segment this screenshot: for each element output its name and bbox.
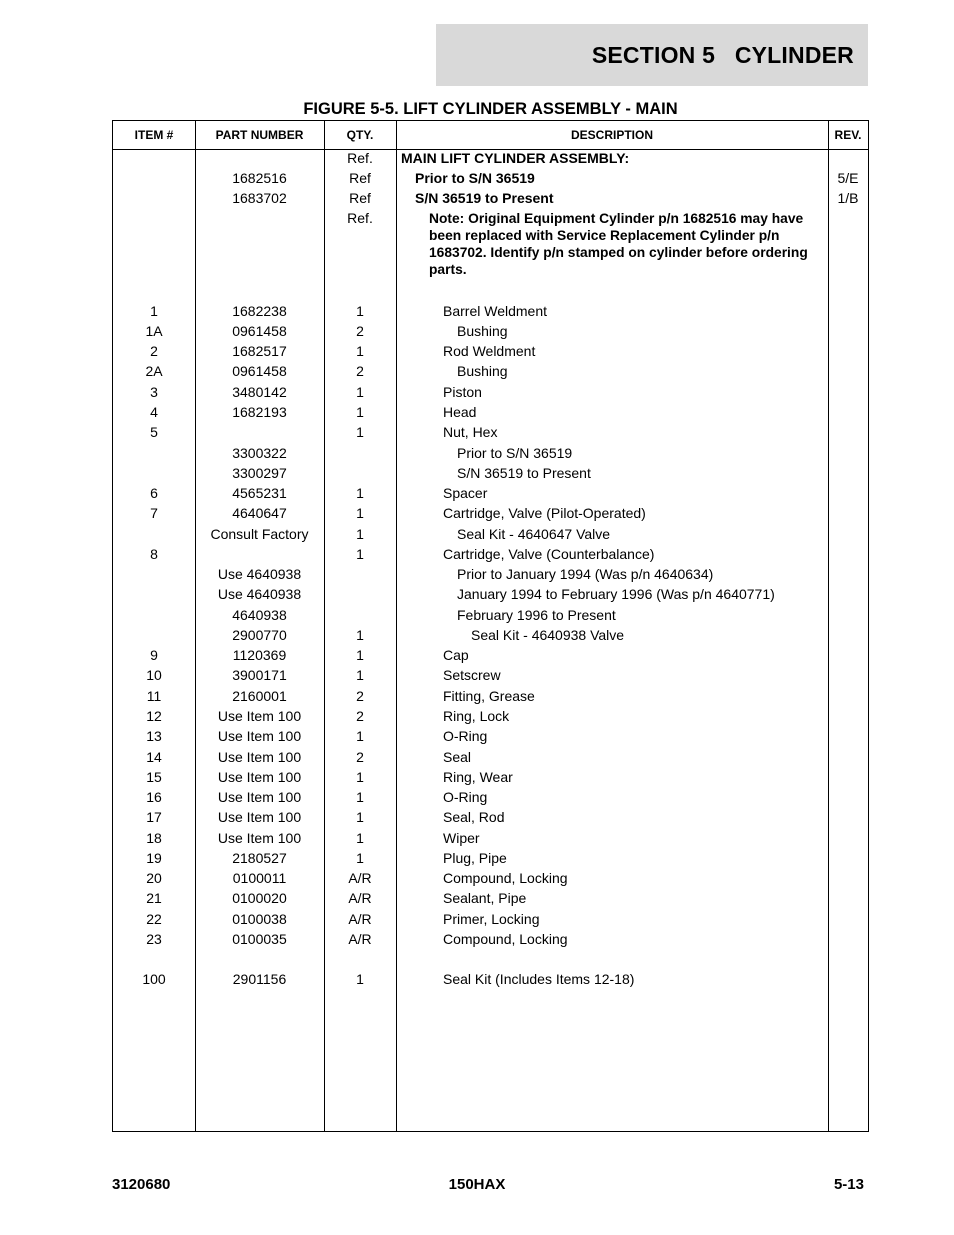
quantity: 1 [356, 769, 364, 785]
quantity: A/R [348, 911, 372, 927]
item-number: 8 [150, 546, 158, 562]
item-number: 19 [146, 850, 162, 866]
description: Seal Kit - 4640647 Valve [457, 526, 611, 542]
quantity: 1 [356, 830, 364, 846]
item-number: 4 [150, 404, 158, 420]
part-number: Use 4640938 [217, 586, 302, 602]
part-number: 4640647 [232, 505, 287, 521]
figure-title: FIGURE 5-5. LIFT CYLINDER ASSEMBLY - MAIN [303, 100, 678, 118]
part-number: 0100011 [232, 870, 287, 886]
item-number: 100 [142, 971, 166, 987]
item-number: 11 [146, 688, 162, 704]
part-number: 0961458 [232, 323, 287, 339]
table-header-row [113, 121, 868, 150]
item-number: 7 [150, 505, 158, 521]
item-number: 21 [146, 890, 162, 906]
item-number: 5 [150, 424, 158, 440]
part-number: Use Item 100 [217, 809, 302, 825]
description: O-Ring [443, 789, 488, 805]
item-number: 22 [146, 911, 162, 927]
description: Ring, Lock [443, 708, 510, 724]
description: Barrel Weldment [443, 303, 548, 319]
part-number: Use 4640938 [217, 566, 302, 582]
quantity: 1 [356, 404, 364, 420]
quantity: 2 [356, 363, 364, 379]
part-number: 2901156 [232, 971, 287, 987]
quantity: Ref [349, 190, 371, 206]
description: O-Ring [443, 728, 488, 744]
revision: 5/E [837, 170, 859, 186]
part-number: 1120369 [232, 647, 287, 663]
part-number: 2180527 [232, 850, 287, 866]
description: Prior to S/N 36519 [415, 170, 535, 186]
column-header-rev: REV. [834, 128, 862, 142]
description: Piston [443, 384, 482, 400]
quantity: A/R [348, 870, 372, 886]
item-number: 9 [150, 647, 158, 663]
part-number: 1682193 [232, 404, 287, 420]
quantity: 1 [356, 343, 364, 359]
description: Prior to S/N 36519 [457, 445, 573, 461]
quantity: 1 [356, 789, 364, 805]
part-number: 3300322 [232, 445, 287, 461]
description: Nut, Hex [443, 424, 498, 440]
part-number: Use Item 100 [217, 769, 302, 785]
quantity: 1 [356, 546, 364, 562]
quantity: 2 [356, 708, 364, 724]
description: Setscrew [443, 667, 501, 683]
quantity: 1 [356, 303, 364, 319]
item-number: 16 [146, 789, 162, 805]
item-number: 18 [146, 830, 162, 846]
item-number: 13 [146, 728, 162, 744]
description: Compound, Locking [443, 870, 568, 886]
part-number: 2160001 [232, 688, 287, 704]
item-number: 14 [146, 749, 162, 765]
revision: 1/B [837, 190, 859, 206]
description: Ring, Wear [443, 769, 513, 785]
description: Cartridge, Valve (Pilot-Operated) [443, 505, 646, 521]
description: Seal Kit (Includes Items 12-18) [443, 971, 635, 987]
column-divider [828, 121, 829, 1131]
description: Sealant, Pipe [443, 890, 527, 906]
quantity: 1 [356, 505, 364, 521]
description: Prior to January 1994 (Was p/n 4640634) [457, 566, 714, 582]
part-number: 3480142 [232, 384, 287, 400]
item-number: 17 [146, 809, 162, 825]
column-divider [396, 121, 397, 1131]
footer-doc-number: 3120680 [112, 1176, 171, 1193]
footer-model: 150HAX [448, 1176, 506, 1193]
item-number: 20 [146, 870, 162, 886]
quantity: 1 [356, 526, 364, 542]
section-title: SECTION 5 CYLINDER [591, 41, 854, 68]
description: Compound, Locking [443, 931, 568, 947]
description: Wiper [443, 830, 480, 846]
quantity: 2 [356, 323, 364, 339]
quantity: 2 [356, 749, 364, 765]
item-number: 12 [146, 708, 162, 724]
item-number: 23 [146, 931, 162, 947]
quantity: Ref. [347, 150, 373, 166]
part-number: Use Item 100 [217, 830, 302, 846]
description: S/N 36519 to Present [415, 190, 554, 206]
part-number: 0961458 [232, 363, 287, 379]
description: Rod Weldment [443, 343, 536, 359]
item-number: 3 [150, 384, 158, 400]
item-number: 6 [150, 485, 158, 501]
part-number: 2900770 [232, 627, 287, 643]
part-number: Consult Factory [210, 526, 309, 542]
description: January 1994 to February 1996 (Was p/n 4640771) [457, 586, 775, 602]
part-number: 1682517 [232, 343, 287, 359]
column-header-description: DESCRIPTION [570, 128, 653, 142]
description: Cartridge, Valve (Counterbalance) [443, 546, 655, 562]
description: Seal [443, 749, 472, 765]
part-number: 1683702 [232, 190, 287, 206]
part-number: 1682238 [232, 303, 287, 319]
item-number: 1A [145, 323, 163, 339]
description: Bushing [457, 323, 508, 339]
column-header-qty: QTY. [346, 128, 374, 142]
description: Fitting, Grease [443, 688, 535, 704]
parts-table [112, 120, 869, 1132]
note-text: Note: Original Equipment Cylinder p/n 1682516 may have been replaced with Service Replacement Cylinder p/n 1683702. Identify p/n stamped on cylinder before ordering parts. [429, 211, 808, 277]
description: MAIN LIFT CYLINDER ASSEMBLY: [401, 150, 630, 166]
item-number: 15 [146, 769, 162, 785]
quantity: 1 [356, 728, 364, 744]
part-number: Use Item 100 [217, 728, 302, 744]
column-header-part-number: PART NUMBER [215, 128, 304, 142]
part-number: Use Item 100 [217, 749, 302, 765]
part-number: 0100038 [232, 911, 287, 927]
footer-page-number: 5-13 [833, 1176, 864, 1193]
quantity: Ref [349, 170, 371, 186]
part-number: 0100035 [232, 931, 287, 947]
part-number: 3900171 [232, 667, 287, 683]
quantity: 1 [356, 424, 364, 440]
quantity: A/R [348, 931, 372, 947]
quantity: 1 [356, 627, 364, 643]
part-number: 1682516 [232, 170, 287, 186]
part-number: Use Item 100 [217, 789, 302, 805]
section-header [436, 24, 868, 86]
quantity: 1 [356, 647, 364, 663]
quantity: 2 [356, 688, 364, 704]
description: S/N 36519 to Present [457, 465, 591, 481]
quantity: 1 [356, 809, 364, 825]
column-header-item: ITEM # [134, 128, 174, 142]
description: Head [443, 404, 477, 420]
quantity: 1 [356, 485, 364, 501]
quantity: A/R [348, 890, 372, 906]
item-number: 10 [146, 667, 162, 683]
description: Spacer [443, 485, 488, 501]
quantity: 1 [356, 850, 364, 866]
part-number: Use Item 100 [217, 708, 302, 724]
description: Seal, Rod [443, 809, 505, 825]
description: Primer, Locking [443, 911, 540, 927]
description: February 1996 to Present [457, 607, 616, 623]
part-number: 3300297 [232, 465, 287, 481]
item-number: 2 [150, 343, 158, 359]
description: Cap [443, 647, 469, 663]
part-number: 4640938 [232, 607, 287, 623]
quantity: Ref. [347, 210, 373, 226]
quantity: 1 [356, 971, 364, 987]
description: Seal Kit - 4640938 Valve [471, 627, 625, 643]
description: Bushing [457, 363, 508, 379]
description: Plug, Pipe [443, 850, 507, 866]
item-number: 1 [150, 303, 158, 319]
item-number: 2A [145, 363, 163, 379]
part-number: 4565231 [232, 485, 287, 501]
quantity: 1 [356, 667, 364, 683]
quantity: 1 [356, 384, 364, 400]
part-number: 0100020 [232, 890, 287, 906]
